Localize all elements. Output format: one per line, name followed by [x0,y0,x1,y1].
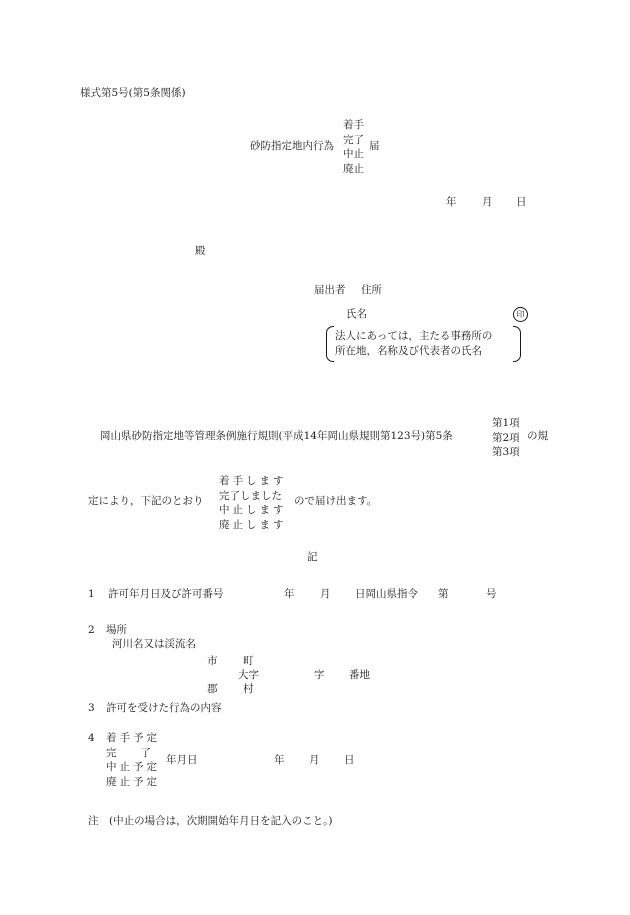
document-title-prefix: 砂防指定地内行為 [250,140,334,152]
item2-town: 町 [243,655,254,667]
corporate-note-line-1: 法人にあっては，主たる事務所の [335,330,493,342]
statement-option-abolish: 廃止します [219,518,287,531]
statement-option-complete: 完了しました [219,489,282,502]
item1-number: 1 [88,588,95,600]
item1-label: 許可年月日及び許可番号 [108,588,224,600]
item2-banchi: 番地 [349,669,370,681]
item2-city: 市 [207,655,218,667]
item1-year: 年 [284,588,295,600]
regulation-item-3: 第3項 [492,446,520,458]
corporate-note [335,329,492,359]
item4-day: 日 [344,754,355,766]
item4-month: 月 [309,754,320,766]
addressee-suffix: 殿 [195,245,206,257]
item2-village: 村 [243,683,254,695]
regulation-item-list [492,416,520,460]
item4-option-list [106,731,175,789]
statement-suffix: ので届け出ます。 [294,495,378,507]
item2-label: 場所 [106,624,127,636]
item1-gou: 号 [486,588,497,600]
item1-dai: 第 [438,588,449,600]
statement-prefix: 定により，下記のとおり [88,495,204,507]
item4-number: 4 [88,732,95,744]
item2-river-label: 河川名又は渓流名 [112,638,196,650]
left-bracket [326,326,334,362]
item4-option-abolish: 廃止予定 [106,775,160,788]
form-label: 様式第5号(第5条関係) [80,87,186,99]
document-title-suffix: 届 [369,140,380,152]
title-action-start: 着手 [343,119,364,131]
regulation-text: 岡山県砂防指定地等管理条例施行規則(平成14年岡山県規則第123号)第5条 [100,430,453,442]
item3-label: 許可を受けた行為の内容 [106,702,222,714]
footnote: 注 (中止の場合は，次期開始年月日を記入のこと。) [88,815,333,827]
title-action-list [343,118,364,176]
item4-option-complete: 完了 [106,746,175,759]
item2-aza: 字 [314,669,325,681]
date-year-label: 年 [446,196,457,208]
statement-option-list [219,474,287,532]
item4-year: 年 [274,754,285,766]
right-bracket [513,326,521,362]
regulation-item-2: 第2項 [492,431,520,444]
date-month-label: 月 [482,196,493,208]
item2-oaza: 大字 [238,669,259,681]
ki-heading: 記 [307,551,318,563]
title-action-abolish: 廃止 [343,162,364,175]
corporate-note-line-2: 所在地，名称及び代表者の氏名 [335,345,482,357]
date-day-label: 日 [516,196,527,208]
item4-option-suspend: 中止予定 [106,761,160,773]
regulation-tail: の規 [527,430,548,442]
item2-county: 郡 [207,683,218,695]
title-action-complete: 完了 [343,133,364,146]
applicant-name-label: 氏名 [346,308,367,320]
seal-mark: 印 [513,307,528,322]
title-action-suspend: 中止 [343,148,364,160]
item1-month: 月 [320,588,331,600]
item1-day-prefecture: 日岡山県指令 [355,588,418,600]
applicant-label: 届出者 [314,284,346,296]
item4-label: 年月日 [166,754,198,766]
item2-number: 2 [88,624,95,636]
item4-option-start: 着手予定 [106,732,160,744]
statement-option-start: 着手します [219,475,287,487]
item3-number: 3 [88,702,95,714]
regulation-item-1: 第1項 [492,417,520,429]
applicant-address-label: 住所 [361,284,382,296]
statement-option-suspend: 中止します [219,504,287,516]
